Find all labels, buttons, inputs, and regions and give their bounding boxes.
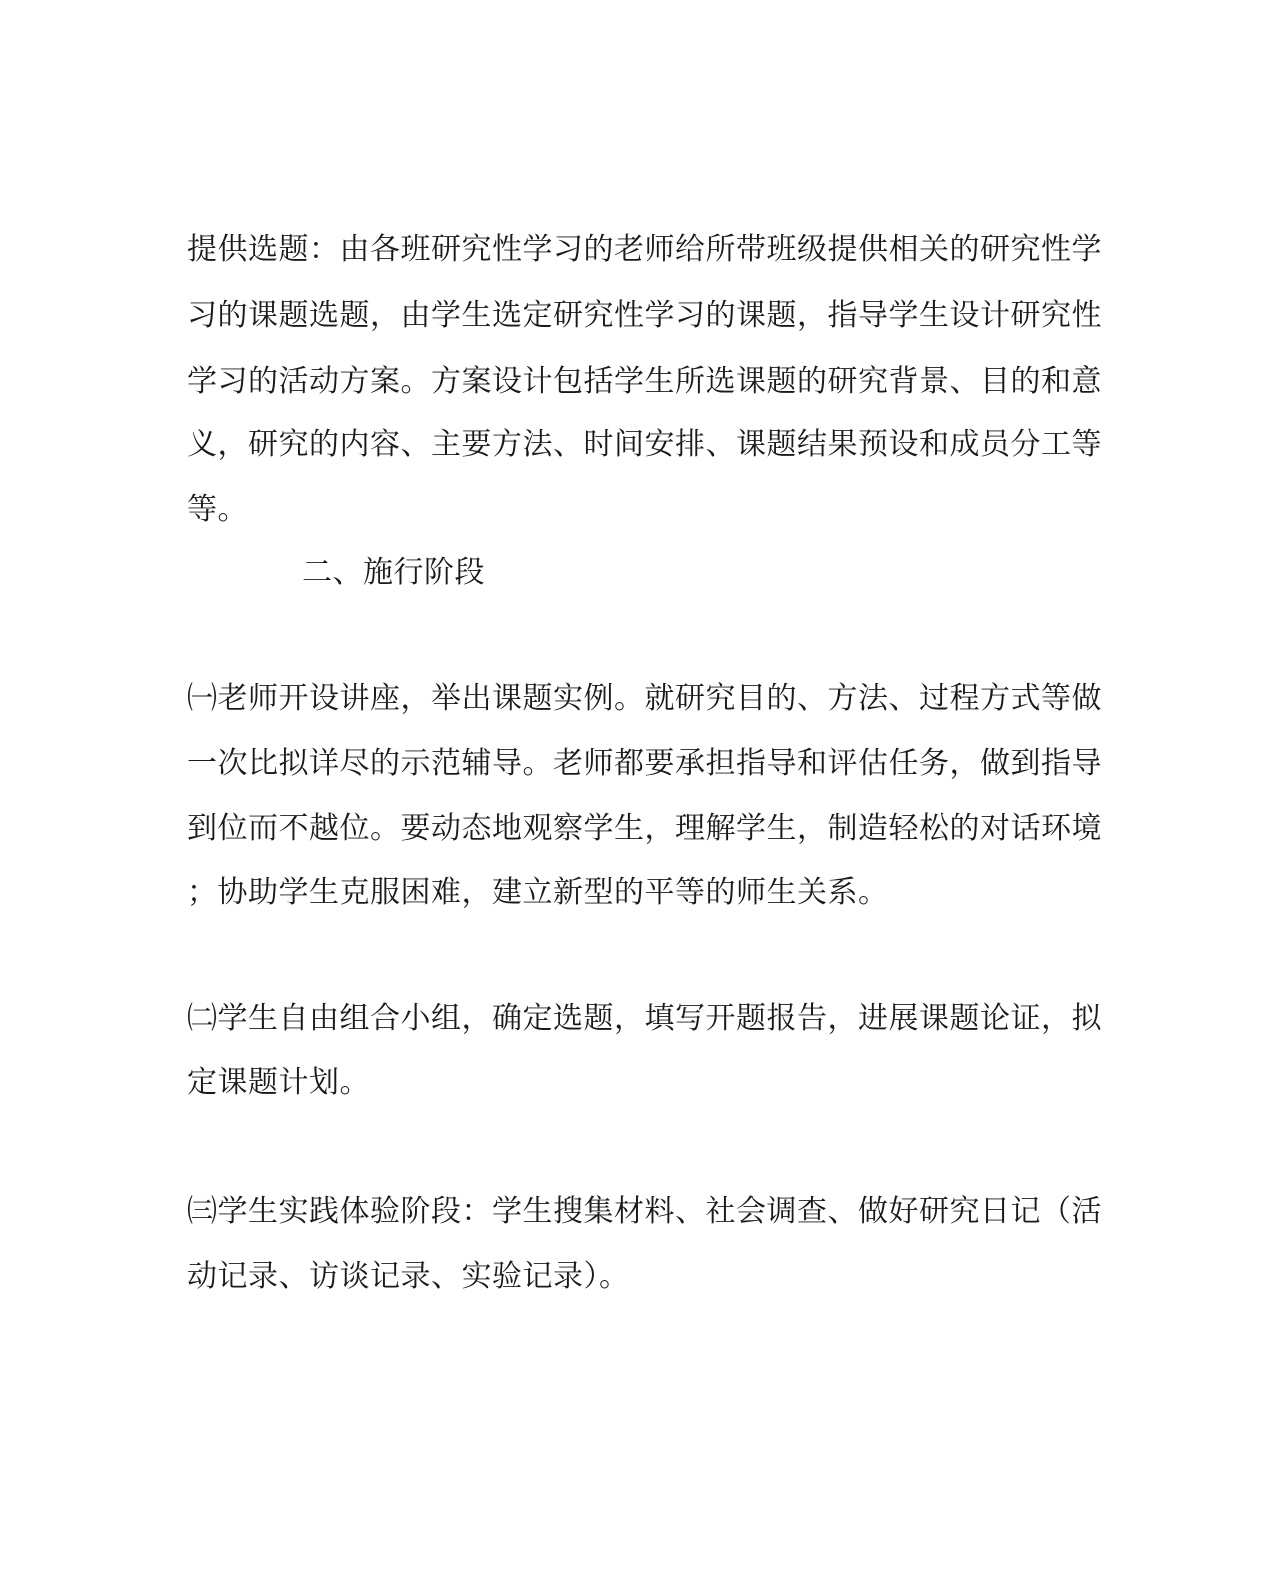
text-line: ㈠老师开设讲座，举出课题实例。就研究目的、方法、过程方式等做 [187, 681, 1102, 716]
text-line: ；协助学生克服困难，建立新型的平等的师生关系。 [187, 875, 889, 910]
text-line: 定课题计划。 [187, 1065, 370, 1100]
text-line: 习的课题选题，由学生选定研究性学习的课题，指导学生设计研究性 [187, 298, 1102, 333]
text-line: 等。 [187, 492, 248, 527]
text-line: 义，研究的内容、主要方法、时间安排、课题结果预设和成员分工等 [187, 427, 1102, 462]
text-line: 一次比拟详尽的示范辅导。老师都要承担指导和评估任务，做到指导 [187, 746, 1102, 781]
text-line: 提供选题：由各班研究性学习的老师给所带班级提供相关的研究性学 [187, 232, 1102, 267]
section-heading-text: 二、施行阶段 [302, 555, 485, 590]
text-line: 到位而不越位。要动态地观察学生，理解学生，制造轻松的对话环境 [187, 811, 1102, 846]
text-line: ㈡学生自由组合小组，确定选题，填写开题报告，进展课题论证，拟 [187, 1001, 1102, 1036]
text-line: 学习的活动方案。方案设计包括学生所选课题的研究背景、目的和意 [187, 364, 1102, 399]
text-line: 动记录、访谈记录、实验记录）。 [187, 1259, 630, 1294]
text-line: ㈢学生实践体验阶段：学生搜集材料、社会调查、做好研究日记（活 [187, 1194, 1102, 1229]
